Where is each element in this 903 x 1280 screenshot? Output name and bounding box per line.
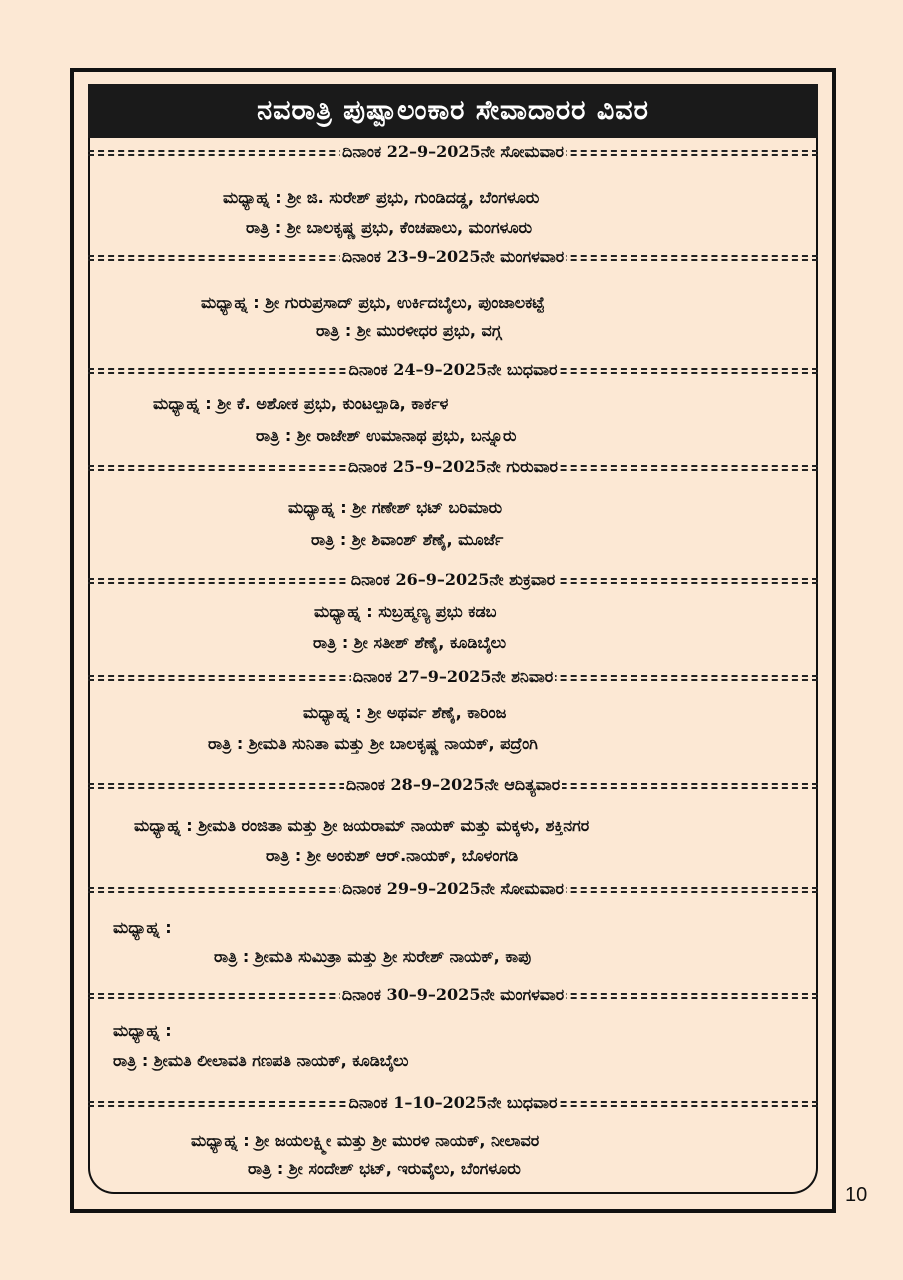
entry-date: ದಿನಾಂಕ 29–9–2025ನೇ ಸೋಮವಾರ xyxy=(342,879,564,898)
entry-date: ದಿನಾಂಕ 1–10–2025ನೇ ಬುಧವಾರ xyxy=(348,1093,558,1112)
entry-night: ರಾತ್ರಿ : ಶ್ರೀಮತಿ ಲೀಲಾವತಿ ಗಣಪತಿ ನಾಯಕ್, ಕೂಡಿಬೈಲು xyxy=(113,1051,409,1070)
schedule-entry xyxy=(88,663,818,771)
entry-night: ರಾತ್ರಿ : ಶ್ರೀಮತಿ ಸುಮಿತ್ರಾ ಮತ್ತು ಶ್ರೀ ಸುರೇಶ್ ನಾಯಕ್, ಕಾಪು xyxy=(214,947,532,966)
entry-night: ರಾತ್ರಿ : ಶ್ರೀ ಸತೀಶ್ ಶೆಣೈ, ಕೂಡಿಬೈಲು xyxy=(313,633,507,652)
schedule-entry xyxy=(88,138,818,243)
entry-date: ದಿನಾಂಕ 25–9–2025ನೇ ಗುರುವಾರ xyxy=(347,457,559,476)
entry-noon: ಮಧ್ಯಾಹ್ನ : xyxy=(113,918,172,937)
entry-date: ದಿನಾಂಕ 28–9–2025ನೇ ಆದಿತ್ಯವಾರ xyxy=(345,775,561,794)
entry-noon: ಮಧ್ಯಾಹ್ನ : ಶ್ರೀ ಜಿ. ಸುರೇಶ್ ಪ್ರಭು, ಗುಂಡಿದಡ್ಡ, ಬೆಂಗಳೂರು xyxy=(223,188,540,207)
entry-date: ದಿನಾಂಕ 22–9–2025ನೇ ಸೋಮವಾರ xyxy=(342,142,564,161)
entry-noon: ಮಧ್ಯಾಹ್ನ : ಸುಬ್ರಹ್ಮಣ್ಯ ಪ್ರಭು ಕಡಬ xyxy=(314,602,497,621)
entry-date: ದಿನಾಂಕ 24–9–2025ನೇ ಬುಧವಾರ xyxy=(348,360,558,379)
entry-night: ರಾತ್ರಿ : ಶ್ರೀ ಸಂದೇಶ್ ಭಟ್, ಇರುವೈಲು, ಬೆಂಗಳೂರು xyxy=(248,1159,521,1178)
schedule-entry xyxy=(88,566,818,663)
entry-night: ರಾತ್ರಿ : ಶ್ರೀ ಶಿವಾಂಶ್ ಶೆಣೈ, ಮೂರ್ಜೆ xyxy=(311,530,504,549)
entry-noon: ಮಧ್ಯಾಹ್ನ : ಶ್ರೀ ಕೆ. ಅಶೋಕ ಪ್ರಭು, ಕುಂಟಲ್ಪಾಡಿ, ಕಾರ್ಕಳ xyxy=(153,394,449,413)
entry-night: ರಾತ್ರಿ : ಶ್ರೀ ಬಾಲಕೃಷ್ಣ ಪ್ರಭು, ಕೆಂಚಪಾಲು, ಮಂಗಳೂರು xyxy=(246,218,533,237)
entry-noon: ಮಧ್ಯಾಹ್ನ : ಶ್ರೀ ಅಥರ್ವ ಶೆಣೈ, ಕಾರಿಂಜ xyxy=(303,703,507,722)
entry-night: ರಾತ್ರಿ : ಶ್ರೀ ಮುರಳೀಧರ ಪ್ರಭು, ವಗ್ಗ xyxy=(316,321,502,340)
entry-date: ದಿನಾಂಕ 30–9–2025ನೇ ಮಂಗಳವಾರ xyxy=(341,985,565,1004)
schedule-entry xyxy=(88,1089,818,1204)
schedule-entry xyxy=(88,875,818,981)
schedule-entry xyxy=(88,771,818,875)
page-number: 10 xyxy=(845,1184,868,1206)
schedule-entry xyxy=(88,356,818,453)
entry-date: ದಿನಾಂಕ 27–9–2025ನೇ ಶನಿವಾರ xyxy=(352,667,554,686)
entry-night: ರಾತ್ರಿ : ಶ್ರೀ ರಾಜೇಶ್ ಉಮಾನಾಥ ಪ್ರಭು, ಬನ್ನೂರು xyxy=(256,426,517,445)
entry-noon: ಮಧ್ಯಾಹ್ನ : ಶ್ರೀ ಜಯಲಕ್ಷ್ಮೀ ಮತ್ತು ಶ್ರೀ ಮುರಳಿ ನಾಯಕ್, ನೀಲಾವರ xyxy=(191,1131,540,1150)
schedule-entry xyxy=(88,453,818,566)
entry-date: ದಿನಾಂಕ 26–9–2025ನೇ ಶುಕ್ರವಾರ xyxy=(350,570,556,589)
entry-noon: ಮಧ್ಯಾಹ್ನ : ಶ್ರೀ ಗುರುಪ್ರಸಾದ್ ಪ್ರಭು, ಉರ್ಕಿದಬೈಲು, ಪುಂಜಾಲಕಟ್ಟೆ xyxy=(201,293,545,312)
entry-night: ರಾತ್ರಿ : ಶ್ರೀ ಅಂಕುಶ್ ಆರ್.ನಾಯಕ್, ಬೊಳಂಗಡಿ xyxy=(266,846,519,865)
schedule-entry xyxy=(88,981,818,1089)
schedule-list xyxy=(88,138,818,1204)
page-title: ನವರಾತ್ರಿ ಪುಷ್ಪಾಲಂಕಾರ ಸೇವಾದಾರರ ವಿವರ xyxy=(88,84,818,138)
entry-noon: ಮಧ್ಯಾಹ್ನ : ಶ್ರೀಮತಿ ರಂಜಿತಾ ಮತ್ತು ಶ್ರೀ ಜಯರಾಮ್ ನಾಯಕ್ ಮತ್ತು ಮಕ್ಕಳು, ಶಕ್ತಿನಗರ xyxy=(134,816,590,835)
entry-date: ದಿನಾಂಕ 23–9–2025ನೇ ಮಂಗಳವಾರ xyxy=(341,247,565,266)
entry-noon: ಮಧ್ಯಾಹ್ನ : xyxy=(113,1021,172,1040)
entry-night: ರಾತ್ರಿ : ಶ್ರೀಮತಿ ಸುನಿತಾ ಮತ್ತು ಶ್ರೀ ಬಾಲಕೃಷ್ಣ ನಾಯಕ್, ಪದ್ರೆಂಗಿ xyxy=(208,734,538,753)
schedule-entry xyxy=(88,243,818,356)
entry-noon: ಮಧ್ಯಾಹ್ನ : ಶ್ರೀ ಗಣೇಶ್ ಭಟ್ ಬರಿಮಾರು xyxy=(288,498,503,517)
